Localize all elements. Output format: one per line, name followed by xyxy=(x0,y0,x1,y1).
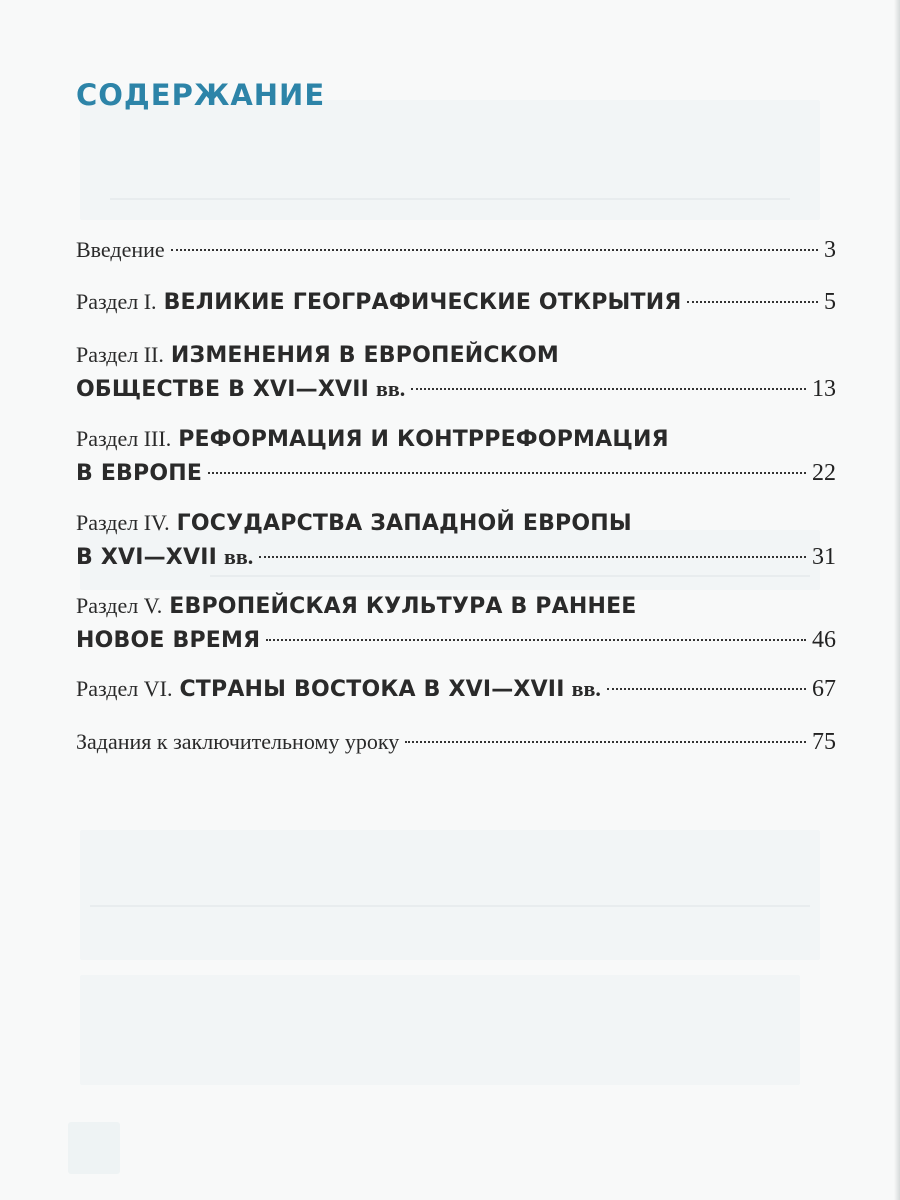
toc-entry-title: СТРАНЫ ВОСТОКА В XVI—XVII xyxy=(179,677,565,702)
dot-leader xyxy=(607,688,806,690)
toc-page-number: 22 xyxy=(812,460,836,486)
page-edge-shadow xyxy=(894,0,900,1200)
toc-entry-section-5[interactable] xyxy=(76,589,836,657)
toc-entry-title-suffix: вв. xyxy=(571,676,601,701)
toc-entry-label: Раздел VI. xyxy=(76,676,173,701)
toc-page-number: 67 xyxy=(812,676,836,702)
dot-leader xyxy=(405,741,806,743)
toc-entry-title-suffix: вв. xyxy=(223,544,254,569)
toc-page-number: 75 xyxy=(812,729,836,755)
toc-entry-label: Введение xyxy=(76,237,165,262)
toc-entry-title-suffix: вв. xyxy=(376,376,406,401)
bleed-through-line xyxy=(90,905,810,907)
toc-entry-title: ЕВРОПЕЙСКАЯ КУЛЬТУРА В РАННЕЕ xyxy=(169,594,637,619)
toc-entry-title-continued: ОБЩЕСТВЕ В XVI—XVII xyxy=(76,377,370,402)
toc-page-number: 13 xyxy=(812,376,836,402)
bleed-through-block xyxy=(80,975,800,1085)
toc-entry-title: ГОСУДАРСТВА ЗАПАДНОЙ ЕВРОПЫ xyxy=(176,511,632,536)
toc-entry-section-4[interactable] xyxy=(76,506,836,574)
toc-page-number: 31 xyxy=(812,544,836,570)
dot-leader xyxy=(266,639,806,641)
toc-entry-title-continued: В ЕВРОПЕ xyxy=(76,461,203,486)
toc-entry-label: Раздел III. xyxy=(76,426,172,451)
toc-page-number: 3 xyxy=(824,237,836,263)
toc-entry-title: ИЗМЕНЕНИЯ В ЕВРОПЕЙСКОМ xyxy=(170,343,559,368)
toc-entry-section-2[interactable] xyxy=(76,338,836,406)
toc-page-number: 46 xyxy=(812,627,836,653)
page-title: СОДЕРЖАНИЕ xyxy=(76,78,326,112)
toc-entry-label: Раздел II. xyxy=(76,342,164,367)
toc-entry-section-6[interactable] xyxy=(76,672,836,706)
toc-entry-label: Задания к заключительному уроку xyxy=(76,729,400,754)
toc-entry-section-3[interactable] xyxy=(76,422,836,490)
toc-entry-label: Раздел V. xyxy=(76,593,163,618)
bleed-through-line xyxy=(110,198,790,200)
bleed-through-block xyxy=(80,830,820,960)
toc-entry-label: Раздел I. xyxy=(76,289,157,314)
dot-leader xyxy=(171,249,818,251)
toc-entry-title: ВЕЛИКИЕ ГЕОГРАФИЧЕСКИЕ ОТКРЫТИЯ xyxy=(163,290,682,315)
dot-leader xyxy=(687,301,818,303)
bleed-through-block xyxy=(80,100,820,220)
dot-leader xyxy=(411,388,806,390)
bleed-through-page-marker xyxy=(68,1122,120,1174)
toc-entry-title: РЕФОРМАЦИЯ И КОНТРРЕФОРМАЦИЯ xyxy=(178,427,669,452)
toc-page-number: 5 xyxy=(824,289,836,315)
toc-entry-section-1[interactable] xyxy=(76,285,836,319)
dot-leader xyxy=(259,556,806,558)
toc-entry-title-continued: НОВОЕ ВРЕМЯ xyxy=(76,628,261,653)
toc-entry-final-tasks[interactable] xyxy=(76,725,836,759)
toc-entry-label: Раздел IV. xyxy=(76,510,170,535)
toc-entry-title-continued: В XVI—XVII xyxy=(76,545,217,570)
bleed-through-line xyxy=(210,575,810,577)
dot-leader xyxy=(208,472,806,474)
toc-entry-introduction[interactable] xyxy=(76,233,836,267)
